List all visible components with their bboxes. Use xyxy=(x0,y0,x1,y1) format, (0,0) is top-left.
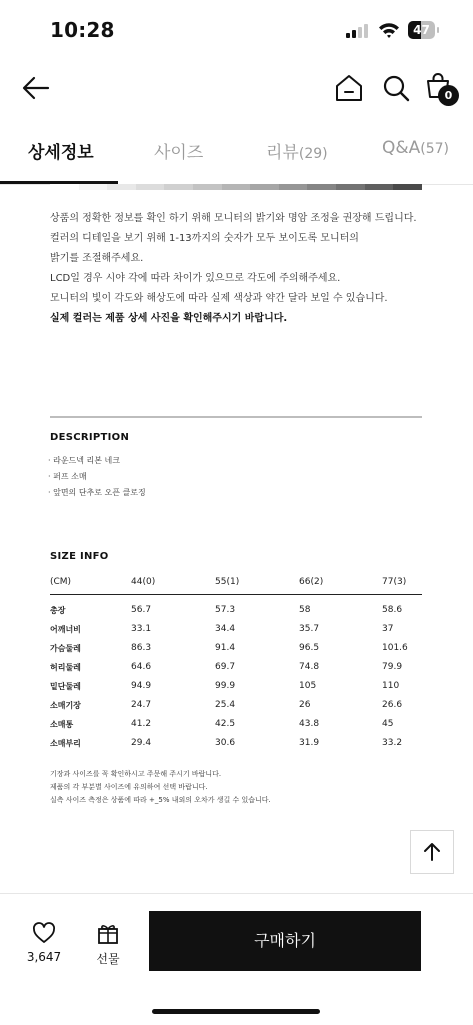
size-table-row xyxy=(50,639,422,658)
detail-tabs xyxy=(0,130,473,185)
tab-size[interactable] xyxy=(154,138,203,163)
color-calibration-strip xyxy=(50,184,422,190)
size-value: 33.2 xyxy=(382,738,403,748)
size-value: 69.7 xyxy=(215,662,236,672)
column-header: 77(3) xyxy=(382,577,407,587)
size-table-header xyxy=(50,573,422,595)
size-value: 64.6 xyxy=(131,662,152,672)
tab-qna[interactable] xyxy=(382,138,449,158)
size-value: 57.3 xyxy=(215,605,236,615)
like-button[interactable] xyxy=(26,922,62,964)
size-note: 기장과 사이즈를 꼭 확인하시고 주문해 주시기 바랍니다. xyxy=(50,770,222,778)
tab-count: (57) xyxy=(420,141,450,157)
size-row-label: 가슴둘레 xyxy=(50,644,81,653)
size-value: 91.4 xyxy=(215,643,236,653)
size-row-label: 어깨너비 xyxy=(50,625,81,634)
description-title: DESCRIPTION xyxy=(50,432,130,443)
size-value: 33.1 xyxy=(131,624,152,634)
size-value: 58 xyxy=(299,605,311,615)
status-bar xyxy=(0,0,473,62)
notice-line: 모니터의 빛이 각도와 해상도에 따라 실제 색상과 약간 달라 보일 수 있습니다. xyxy=(50,293,388,304)
column-header: 55(1) xyxy=(215,577,240,587)
size-value: 29.4 xyxy=(131,738,152,748)
size-row-label: 소매부리 xyxy=(50,739,81,748)
size-table-row xyxy=(50,658,422,677)
tab-count: (29) xyxy=(298,146,328,162)
heart-icon xyxy=(32,922,56,944)
size-value: 86.3 xyxy=(131,643,152,653)
home-icon[interactable] xyxy=(333,72,365,104)
size-value: 101.6 xyxy=(382,643,408,653)
size-value: 96.5 xyxy=(299,643,320,653)
gift-button[interactable] xyxy=(92,922,124,967)
gradient-swatch xyxy=(393,184,422,190)
description-item: · 라운드넥 리본 네크 xyxy=(48,456,120,465)
size-table-row xyxy=(50,620,422,639)
size-value: 35.7 xyxy=(299,624,320,634)
scroll-to-top-button[interactable] xyxy=(410,830,454,874)
gradient-swatch xyxy=(50,184,79,190)
size-notes xyxy=(50,768,271,807)
wifi-icon xyxy=(378,21,400,39)
arrow-up-icon xyxy=(411,831,453,873)
search-icon[interactable] xyxy=(381,72,411,104)
size-table-row xyxy=(50,601,422,620)
gradient-swatch xyxy=(193,184,222,190)
size-value: 26.6 xyxy=(382,700,403,710)
top-nav xyxy=(0,62,473,118)
gradient-swatch xyxy=(279,184,308,190)
size-value: 41.2 xyxy=(131,719,152,729)
size-value: 94.9 xyxy=(131,681,152,691)
size-note: 제품의 각 부분별 사이즈에 유의하여 선택 바랍니다. xyxy=(50,783,208,791)
size-value: 105 xyxy=(299,681,317,691)
size-value: 24.7 xyxy=(131,700,152,710)
gradient-swatch xyxy=(136,184,165,190)
bottom-action-bar xyxy=(0,893,473,1025)
size-value: 37 xyxy=(382,624,394,634)
size-row-label: 밑단둘레 xyxy=(50,682,81,691)
cart-button[interactable] xyxy=(423,70,463,110)
gradient-swatch xyxy=(250,184,279,190)
signal-icon xyxy=(346,24,370,38)
size-value: 99.9 xyxy=(215,681,236,691)
size-row-label: 소매통 xyxy=(50,720,74,729)
gradient-swatch xyxy=(164,184,193,190)
size-table-row xyxy=(50,734,422,753)
home-indicator xyxy=(152,1009,320,1014)
size-row-label: 허리둘레 xyxy=(50,663,81,672)
size-value: 42.5 xyxy=(215,719,236,729)
description-list xyxy=(48,453,146,501)
back-arrow-icon[interactable] xyxy=(20,74,52,102)
gradient-swatch xyxy=(107,184,136,190)
description-item: · 퍼프 소매 xyxy=(48,472,87,481)
gradient-swatch xyxy=(222,184,251,190)
size-value: 56.7 xyxy=(131,605,152,615)
buy-button[interactable]: 구매하기 xyxy=(149,911,421,971)
notice-line: 상품의 정확한 정보를 확인 하기 위해 모니터의 밝기와 명암 조정을 권장해 드립니다. xyxy=(50,213,417,224)
status-time: 10:28 xyxy=(50,18,115,42)
tab-label: 상세정보 xyxy=(28,143,94,163)
size-value: 34.4 xyxy=(215,624,236,634)
like-count: 3,647 xyxy=(26,950,62,964)
size-table xyxy=(50,573,422,753)
size-note: 실측 사이즈 측정은 상품에 따라 +_5% 내외의 오차가 생길 수 있습니다. xyxy=(50,796,271,804)
tab-detail-info[interactable] xyxy=(28,138,94,163)
tab-review[interactable] xyxy=(266,138,328,163)
gradient-swatch xyxy=(365,184,394,190)
size-value: 58.6 xyxy=(382,605,403,615)
tab-label: 사이즈 xyxy=(154,143,204,163)
column-header: (CM) xyxy=(50,577,72,587)
notice-bold-line: 실제 컬러는 제품 상세 사진을 확인해주시기 바랍니다. xyxy=(50,313,288,324)
monitor-notice xyxy=(50,209,430,329)
size-value: 43.8 xyxy=(299,719,320,729)
size-value: 45 xyxy=(382,719,394,729)
battery-icon xyxy=(408,21,440,39)
size-value: 74.8 xyxy=(299,662,320,672)
gradient-swatch xyxy=(79,184,108,190)
cart-count-badge: 0 xyxy=(438,85,459,106)
gradient-swatch xyxy=(307,184,336,190)
size-value: 110 xyxy=(382,681,400,691)
notice-line: 컬러의 디테일을 보기 위해 1-13까지의 숫자가 모두 보이도록 모니터의 xyxy=(50,233,359,244)
section-divider xyxy=(50,416,422,418)
size-value: 31.9 xyxy=(299,738,320,748)
size-value: 79.9 xyxy=(382,662,403,672)
notice-line: LCD일 경우 시야 각에 따라 차이가 있으므로 각도에 주의해주세요. xyxy=(50,273,341,284)
size-table-row xyxy=(50,715,422,734)
battery-level: 47 xyxy=(413,23,430,37)
size-info-title: SIZE INFO xyxy=(50,551,109,562)
description-item: · 앞면의 단추로 오픈 클로징 xyxy=(48,488,146,497)
size-table-row xyxy=(50,696,422,715)
tab-label: 리뷰 xyxy=(266,143,299,163)
size-table-row xyxy=(50,677,422,696)
column-header: 44(0) xyxy=(131,577,156,587)
size-value: 25.4 xyxy=(215,700,236,710)
notice-line: 밝기를 조절해주세요. xyxy=(50,253,144,264)
size-row-label: 소매기장 xyxy=(50,701,81,710)
size-value: 26 xyxy=(299,700,311,710)
gift-label: 선물 xyxy=(96,952,120,966)
column-header: 66(2) xyxy=(299,577,324,587)
gift-icon xyxy=(96,922,120,944)
size-value: 30.6 xyxy=(215,738,236,748)
size-row-label: 총장 xyxy=(50,606,66,615)
tab-label: Q&A xyxy=(382,138,421,158)
gradient-swatch xyxy=(336,184,365,190)
